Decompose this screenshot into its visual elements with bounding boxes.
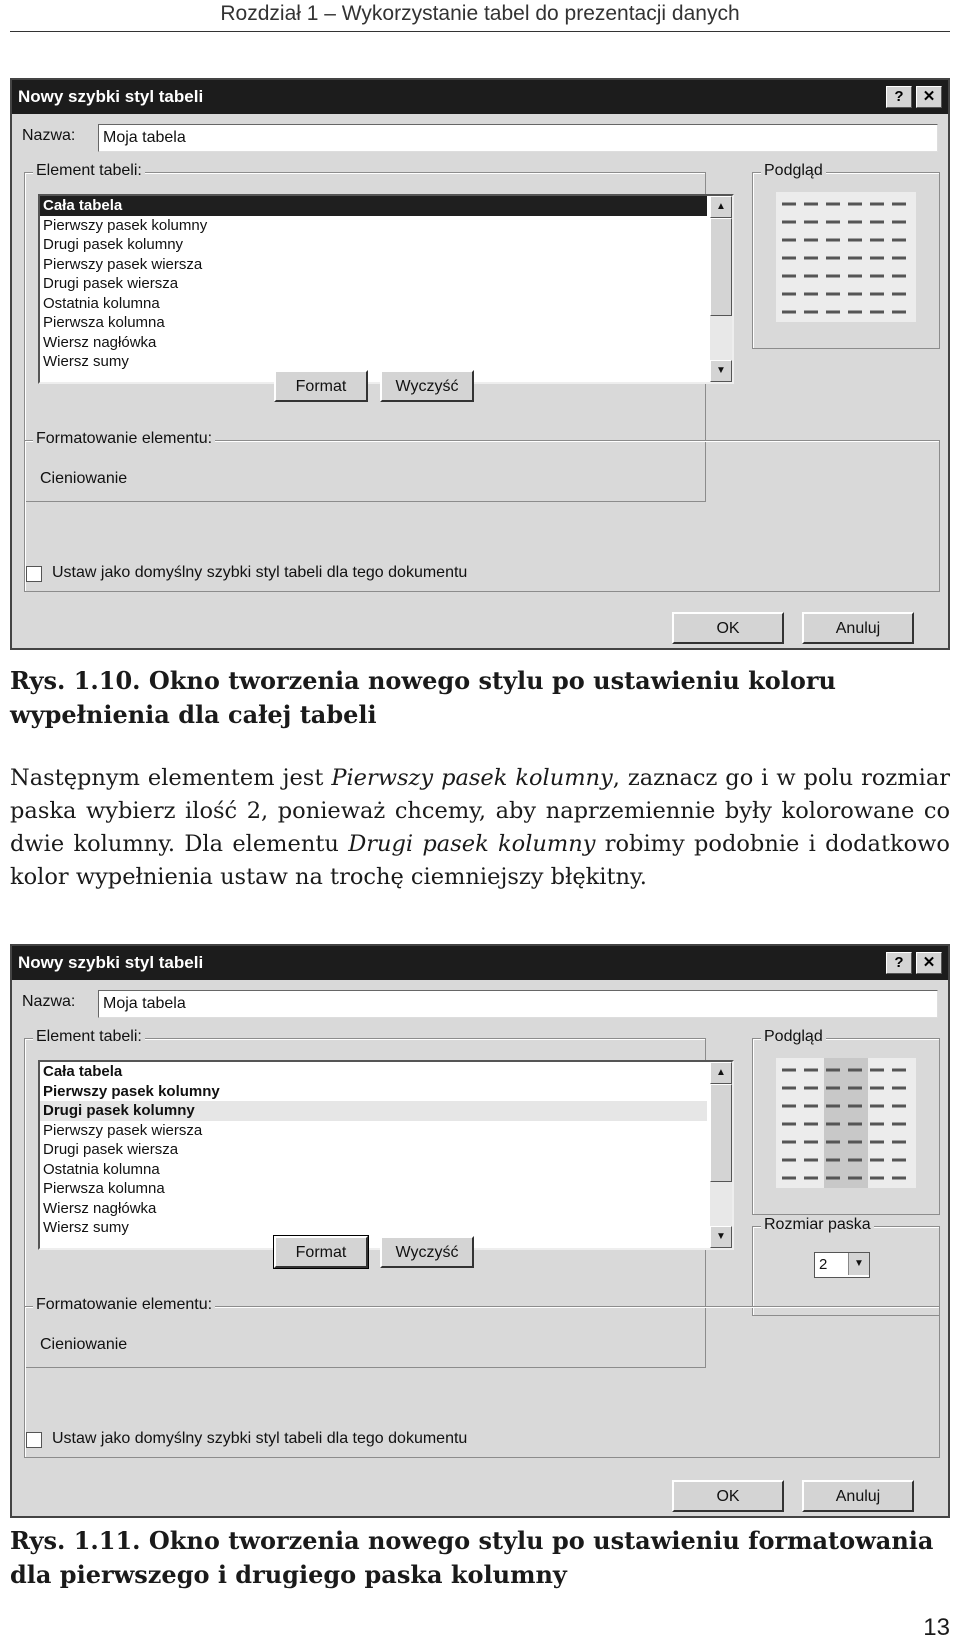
list-item[interactable]: Wiersz sumy (43, 1219, 129, 1236)
paragraph-emphasis: Drugi pasek kolumny (348, 831, 596, 857)
list-item[interactable]: Ostatnia kolumna (43, 1160, 160, 1178)
default-style-label[interactable]: Ustaw jako domyślny szybki styl tabeli dla tego dokumentu (52, 1430, 468, 1447)
new-table-style-dialog-2 (10, 944, 950, 1518)
default-style-checkbox[interactable] (26, 1432, 42, 1448)
clear-button[interactable]: Wyczyść (380, 1236, 474, 1268)
element-group-title: Element tabeli: (33, 1028, 145, 1046)
list-item[interactable]: Cała tabela (43, 1063, 123, 1080)
new-table-style-dialog-1 (10, 78, 950, 650)
figure-caption-2: Rys. 1.11. Okno tworzenia nowego stylu po ustawieniu formatowania dla pierwszego i drugiego paska kolumny (10, 1526, 934, 1589)
stripe-size-title: Rozmiar paska (761, 1216, 874, 1234)
scroll-up-icon[interactable]: ▲ (710, 196, 732, 218)
format-button[interactable]: Format (274, 1236, 368, 1268)
element-list[interactable] (38, 1060, 734, 1250)
preview-group-title: Podgląd (761, 162, 826, 180)
name-label: Nazwa: (22, 993, 76, 1010)
page-number: 13 (923, 1614, 950, 1641)
dialog-title: Nowy szybki styl tabeli (18, 953, 204, 972)
list-item[interactable]: Pierwszy pasek wiersza (43, 1121, 203, 1139)
list-item[interactable]: Pierwszy pasek kolumny (43, 1082, 220, 1100)
body-paragraph (10, 762, 950, 894)
default-style-checkbox[interactable] (26, 566, 42, 582)
dialog-title: Nowy szybki styl tabeli (18, 87, 204, 106)
paragraph-emphasis: Pierwszy pasek kolumny (331, 765, 613, 791)
formatting-value: Cieniowanie (40, 470, 128, 487)
dialog-titlebar (12, 80, 948, 114)
formatting-group-title: Formatowanie elementu: (33, 1296, 215, 1314)
list-item[interactable]: Wiersz nagłówka (43, 1199, 157, 1217)
list-item[interactable]: Pierwsza kolumna (43, 1180, 165, 1197)
clear-button[interactable]: Wyczyść (380, 370, 474, 402)
list-item[interactable]: Drugi pasek wiersza (43, 1141, 179, 1158)
header-rule (10, 31, 950, 32)
stripe-size-select[interactable] (814, 1252, 870, 1278)
name-input[interactable]: Moja tabela (98, 990, 938, 1018)
paragraph-text: robimy podobnie i dodatkowo kolor wypełnienia ustaw na trochę ciemniejszy błękitny. (10, 831, 950, 890)
scroll-thumb[interactable] (710, 1084, 732, 1182)
ok-button[interactable]: OK (672, 612, 784, 644)
list-scrollbar[interactable] (710, 196, 732, 382)
running-header: Rozdział 1 – Wykorzystanie tabel do prezentacji danych (220, 2, 740, 25)
list-item[interactable]: Drugi pasek kolumny (43, 236, 184, 253)
table-preview-icon (776, 192, 916, 322)
figure-caption-1: Rys. 1.10. Okno tworzenia nowego stylu po ustawieniu koloru wypełnienia dla całej tabeli (10, 666, 836, 729)
name-input[interactable]: Moja tabela (98, 124, 938, 152)
help-button[interactable]: ? (886, 952, 912, 974)
element-list[interactable] (38, 194, 734, 384)
list-item[interactable]: Drugi pasek kolumny (40, 1101, 707, 1121)
ok-button[interactable]: OK (672, 1480, 784, 1512)
close-button[interactable]: ✕ (916, 86, 942, 108)
preview-group-title: Podgląd (761, 1028, 826, 1046)
scroll-up-icon[interactable]: ▲ (710, 1062, 732, 1084)
cancel-button[interactable]: Anuluj (802, 612, 914, 644)
element-group-title: Element tabeli: (33, 162, 145, 180)
default-style-label[interactable]: Ustaw jako domyślny szybki styl tabeli dla tego dokumentu (52, 564, 468, 581)
list-item[interactable]: Wiersz sumy (43, 353, 129, 370)
table-preview-icon (776, 1058, 916, 1188)
formatting-group-title: Formatowanie elementu: (33, 430, 215, 448)
list-item[interactable]: Wiersz nagłówka (43, 333, 157, 351)
list-scrollbar[interactable] (710, 1062, 732, 1248)
scroll-down-icon[interactable]: ▼ (710, 1226, 732, 1248)
close-button[interactable]: ✕ (916, 952, 942, 974)
list-item[interactable]: Drugi pasek wiersza (43, 275, 179, 292)
list-item[interactable]: Pierwszy pasek wiersza (43, 255, 203, 273)
dialog-titlebar (12, 946, 948, 980)
formatting-value: Cieniowanie (40, 1336, 128, 1353)
cancel-button[interactable]: Anuluj (802, 1480, 914, 1512)
list-item[interactable]: Ostatnia kolumna (43, 294, 160, 312)
paragraph-text: , zaznacz go i w polu rozmiar paska wybierz ilość 2, ponieważ chcemy, aby naprzemiennie były kolorowane co dwie kolumny. Dla elementu (10, 765, 950, 857)
scroll-down-icon[interactable]: ▼ (710, 360, 732, 382)
name-label: Nazwa: (22, 127, 76, 144)
list-item[interactable]: Pierwsza kolumna (43, 314, 165, 331)
paragraph-text: Następnym elementem jest (10, 765, 332, 791)
help-button[interactable]: ? (886, 86, 912, 108)
list-item[interactable]: Pierwszy pasek kolumny (43, 216, 208, 234)
stripe-size-value: 2 (819, 1256, 828, 1273)
format-button[interactable]: Format (274, 370, 368, 402)
list-item[interactable]: Cała tabela (40, 196, 707, 216)
chevron-down-icon[interactable]: ▼ (848, 1253, 869, 1275)
scroll-thumb[interactable] (710, 218, 732, 316)
